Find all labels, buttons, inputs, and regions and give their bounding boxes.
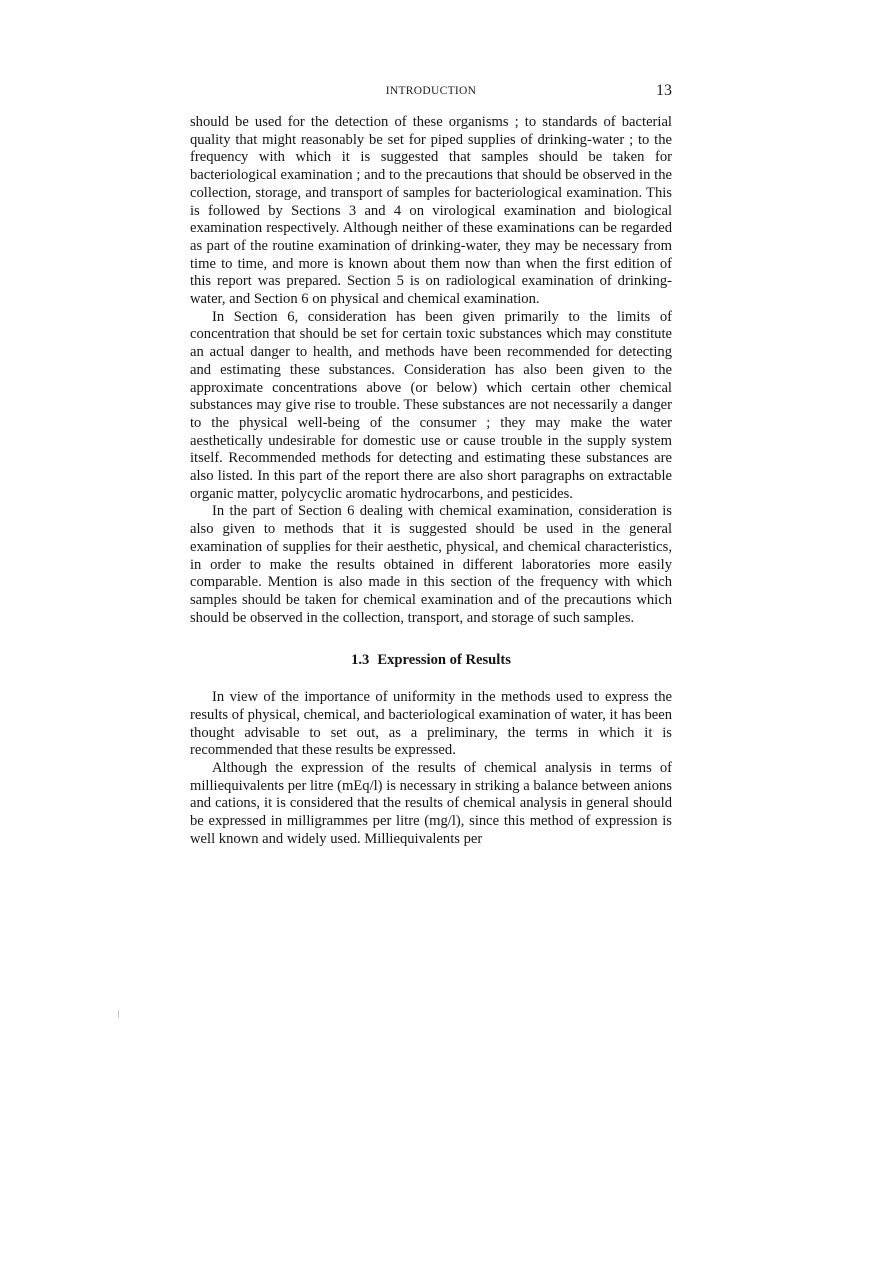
paragraph-milliequivalents: Although the expression of the results of chemical analysis in terms of milliequivalents per litre (mEq/l) is necessary in striking a balance between anions and cations, it is considered that the results of chemical analysis in general should be expressed in milligrammes per litre (mg/l), since this method of expression is well known and widely used. Milliequivalents per — [190, 759, 672, 847]
page-number: 13 — [656, 82, 672, 99]
paragraph-section-6: In Section 6, consideration has been given primarily to the limits of concentration that should be set for certain toxic substances which may constitute an actual danger to health, and methods have been recommended for detecting and estimating these substances. Consideration has also been given to the approximate concentrations above (or below) which certain other chemical substances may give rise to trouble. These substances are not necessarily a danger to the physical well-being of the consumer ; they may make the water aesthetically undesirable for domestic use or cause trouble in the supply system itself. Recommended methods for detecting and estimating these substances are also listed. In this part of the report there are also short paragraphs on extractable organic matter, polycyclic aromatic hydrocarbons, and pesticides. — [190, 308, 672, 502]
paragraph-uniformity: In view of the importance of uniformity in the methods used to express the results of physical, chemical, and bacteriological examination of water, it has been thought advisable to set out, as a preliminary, the terms in which it is recommended that these results be expressed. — [190, 689, 672, 759]
paragraph-continued: should be used for the detection of these organisms ; to standards of bacterial quality that might reasonably be set for piped supplies of drinking-water ; to the frequency with which it is suggested that samples should be taken for bacteriological examination ; and to the precautions that should be observed in the collection, storage, and transport of samples for bacteriological examination. This is followed by Sections 3 and 4 on virological examination and biological examination respectively. Although neither of these examinations can be regarded as part of the routine examination of drinking-water, they may be necessary from time to time, and more is known about them now than when the first edition of this report was prepared. Section 5 is on radiological examination of drinking-water, and Section 6 on physical and chemical examination. — [190, 114, 672, 308]
section-heading — [190, 652, 672, 670]
paragraph-chemical-examination: In the part of Section 6 dealing with chemical examination, consideration is also given to methods that it is suggested should be used in the general examination of supplies for their aesthetic, physical, and chemical characteristics, in order to make the results obtained in different laboratories more easily comparable. Mention is also made in this section of the frequency with which samples should be taken for chemical examination and of the precautions which should be observed in the collection, transport, and storage of such samples. — [190, 503, 672, 626]
section-number: 1.3 — [351, 652, 370, 669]
running-header — [190, 82, 672, 102]
section-title: Expression of Results — [377, 652, 511, 669]
scan-margin-mark — [118, 1010, 119, 1018]
running-title: INTRODUCTION — [385, 85, 477, 97]
body-text — [190, 114, 672, 848]
